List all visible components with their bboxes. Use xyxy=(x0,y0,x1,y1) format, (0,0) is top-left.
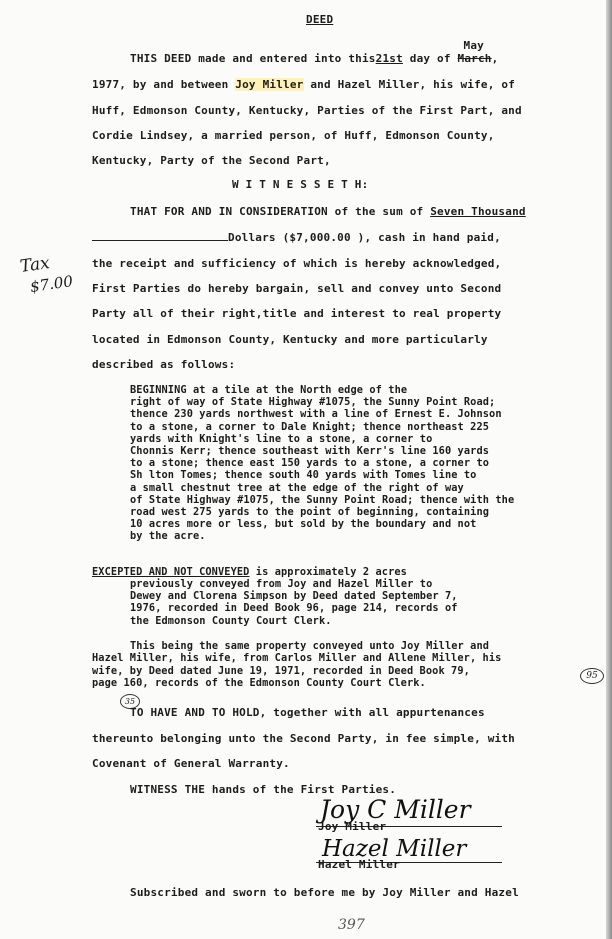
amount-blank xyxy=(92,240,228,241)
consideration-line-1: THAT FOR AND IN CONSIDERATION of the sum of Seven Thousand xyxy=(130,205,526,218)
witnesseth-heading: W I T N E S S E T H: xyxy=(232,178,369,191)
consideration-line-5: Party all of their right,title and interest to real property xyxy=(92,307,502,320)
consideration-line-7: described as follows: xyxy=(92,358,236,371)
consideration-line-6: located in Edmonson County, Kentucky and more particularly xyxy=(92,333,488,346)
habendum-line-3: Covenant of General Warranty. xyxy=(92,757,290,770)
description-line: road west 275 yards to the point of beginning, containing xyxy=(130,506,490,518)
description-line: to a stone; thence east 150 yards to a stone, a corner to xyxy=(130,457,490,470)
deed-day: 21st xyxy=(375,52,403,65)
exception-label: EXCEPTED AND NOT CONVEYED xyxy=(92,566,250,578)
subscribed-line: Subscribed and sworn to before me by Joy Miller and Hazel xyxy=(130,886,519,899)
consideration-line-4: First Parties do hereby bargain, sell and convey unto Second xyxy=(92,282,502,295)
signature-joy: Joy C Miller xyxy=(320,795,471,824)
page-number: 397 xyxy=(338,917,365,933)
typed-name-hazel: Hazel Miller xyxy=(318,858,400,871)
description-line: 10 acres more or less, but sold by the boundary and not xyxy=(130,518,477,531)
tax-note-label: Tax xyxy=(18,253,51,277)
exception-line-1: EXCEPTED AND NOT CONVEYED is approximately 2 acres xyxy=(92,566,407,578)
source-line: wife, by Deed dated June 19, 1971, recorded in Deed Book 79, xyxy=(92,664,470,677)
opening-line-1: THIS DEED made and entered into this21st day of March May , xyxy=(130,39,499,65)
source-line: page 160, records of the Edmonson County Court Clerk. xyxy=(92,677,426,690)
scan-edge-shadow xyxy=(606,0,612,939)
description-line: right of way of State Highway #1075, the Sunny Point Road; xyxy=(130,396,496,409)
opening-line-4: Cordie Lindsey, a married person, of Huff, Edmonson County, xyxy=(92,129,495,142)
highlighted-grantor: Joy Miller xyxy=(235,78,304,91)
description-line: yards with Knight's line to a stone, a corner to xyxy=(130,432,433,445)
opening-line-5: Kentucky, Party of the Second Part, xyxy=(92,154,331,167)
circled-note-2: 35 xyxy=(120,694,140,709)
tax-note-amount: $7.00 xyxy=(28,272,74,296)
struck-month: March xyxy=(457,52,492,65)
exception-line: Dewey and Clorena Simpson by Deed dated September 7, xyxy=(130,590,458,603)
exception-line: 1976, recorded in Deed Book 96, page 214, records of xyxy=(130,602,458,615)
description-line: to a stone, a corner to Dale Knight; thence northeast 225 xyxy=(130,420,490,433)
circled-note: 95 xyxy=(580,668,604,684)
habendum-line-1: TO HAVE AND TO HOLD, together with all appurtenances xyxy=(130,706,485,719)
description-line: thence 230 yards northwest with a line of Ernest E. Johnson xyxy=(130,408,502,421)
description-line: of State Highway #1075, the Sunny Point Road; thence with the xyxy=(130,493,515,506)
consideration-line-3: the receipt and sufficiency of which is hereby acknowledged, xyxy=(92,257,502,270)
inserted-month: May xyxy=(463,39,484,52)
description-line: Sh lton Tomes; thence south 40 yards with Tomes line to xyxy=(130,469,477,482)
exception-line: the Edmonson County Court Clerk. xyxy=(130,614,332,627)
signature-hazel: Hazel Miller xyxy=(322,836,467,862)
source-line: This being the same property conveyed unto Joy Miller and xyxy=(130,640,490,652)
witness-line: WITNESS THE hands of the First Parties. xyxy=(130,783,397,796)
typed-name-joy: Joy Miller xyxy=(318,820,387,833)
description-line: by the acre. xyxy=(130,530,206,543)
description-line: a small chestnut tree at the edge of the right of way xyxy=(130,481,464,494)
document-title: DEED xyxy=(306,13,334,26)
habendum-line-2: thereunto belonging unto the Second Party, in fee simple, with xyxy=(92,732,515,745)
opening-line-3: Huff, Edmonson County, Kentucky, Parties of the First Part, and xyxy=(92,104,522,117)
amount-in-words: Seven Thousand xyxy=(430,205,526,218)
description-line: BEGINNING at a tile at the North edge of the xyxy=(130,384,408,396)
description-line: Chonnis Kerr; thence southeast with Kerr's line 160 yards xyxy=(130,445,490,457)
exception-line: previously conveyed from Joy and Hazel Miller to xyxy=(130,578,433,590)
opening-line-2: 1977, by and between Joy Miller and Hazel Miller, his wife, of xyxy=(92,78,516,91)
consideration-line-2: Dollars ($7,000.00 ), cash in hand paid, xyxy=(92,231,501,244)
source-line: Hazel Miller, his wife, from Carlos Miller and Allene Miller, his xyxy=(92,652,502,665)
